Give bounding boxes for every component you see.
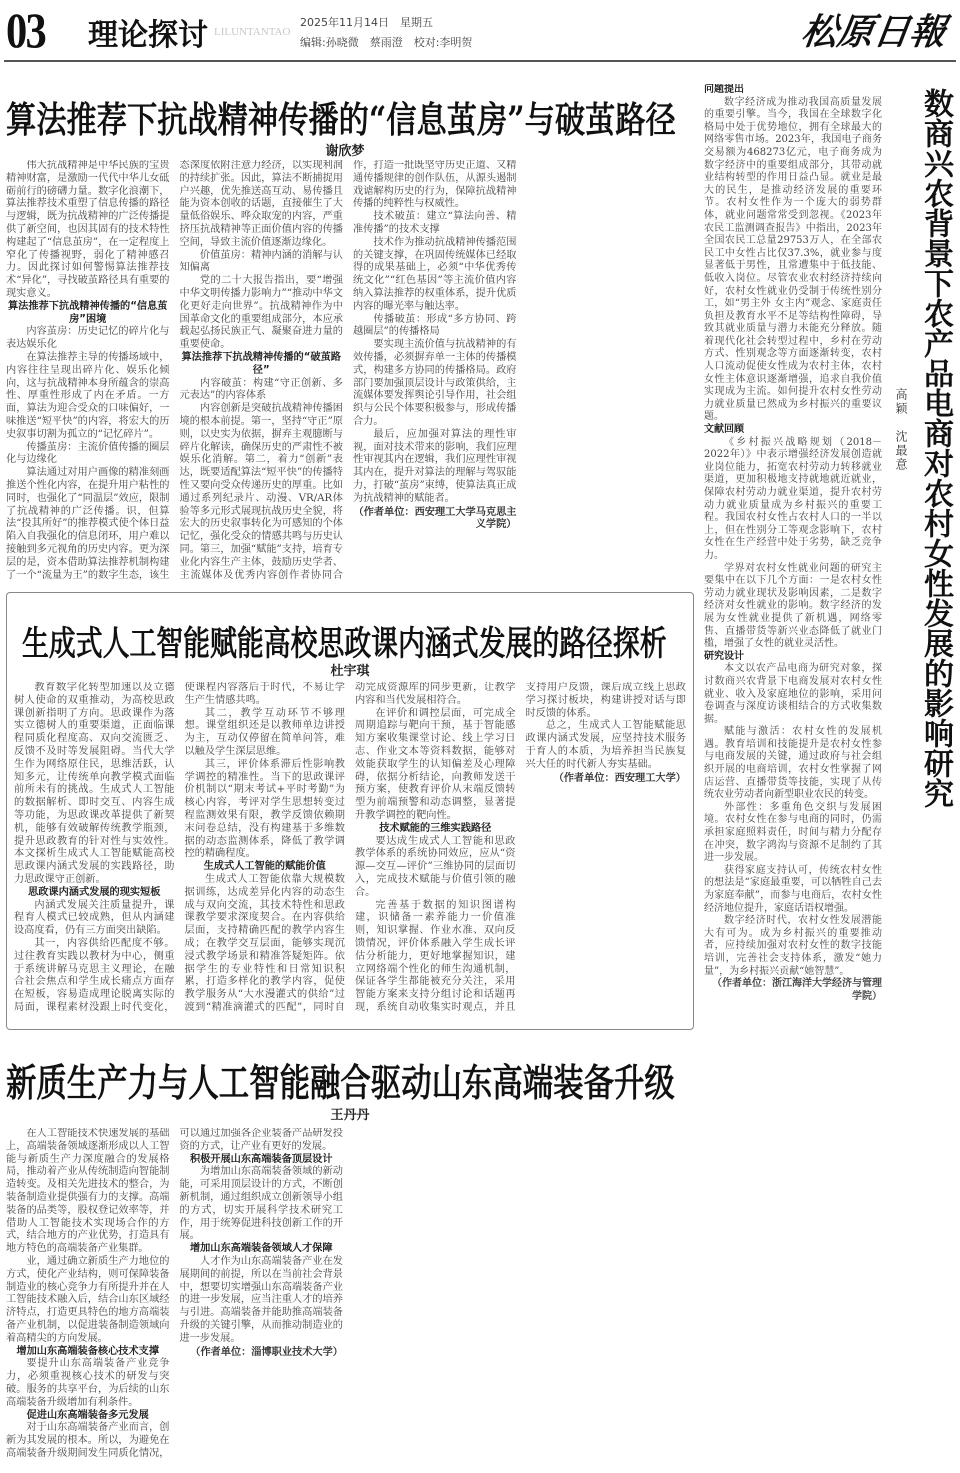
paragraph: 数字经济时代，农村女性发展潜能大有可为。成为乡村振兴的重要推动者，应持续加强对农村女性的数字技能培训，完善社会支持体系，激发“她力量”，为乡村振兴贡献“她智慧”。 [704, 915, 882, 977]
paragraph: 要提升山东高端装备产业竞争力，必须重视核心技术的研发与突破。服务的共享平台，为后续的山东高端装备升级增加有利条件。 [6, 1358, 170, 1408]
paragraph: 业，通过确立新质生产力地位的方式，使化产业结构，则可保障装备制造业的核心竞争力有所提升并在人工智能技术融入后，结合山东区域经济特点，打造更具特色的地方高端装备产业机制，以促进装备制造领域向着高精尖的方向发展。 [6, 1255, 170, 1344]
paragraph: 党的二十大报告指出，要“增强中华文明传播力影响力”“推动中华文化更好走向世界”。抗战精神作为中国革命文化的重要组成部分，本应承载起弘扬民族正气、凝聚奋进力量的重要使命。 [179, 275, 343, 351]
issue-date: 2025年11月14日 星期五 [300, 16, 433, 29]
paragraph: 学界对农村女性就业问题的研究主要集中在以下几个方面：一是农村女性劳动力就业现状及影响因素，二是数字经济对女性就业的影响。数字经济的发展为女性就业提供了新机遇，网络零售、直播带货等新兴业态降低了就业门槛，增强了女性的就业灵活性。 [704, 562, 882, 650]
section-heading: 增加山东高端装备核心技术支撑 [16, 1345, 160, 1357]
paragraph: 生成式人工智能依靠大规模数据训练，达成差异化内容的动态生成与双向交流，其技术特性和思政课教学要求深度契合。在内容供给层面，支持精确匹配的教学内容生成；在教学交互层面，能够实现沉浸式教学场景和精准答疑矩阵。依据学生的专业特性和日常知识积累，打造多样化的教学内容，促使教学服务从“大水漫灌式的供给”过渡到“精准滴灌式的匹配”，同时自动完成资源库的同步更新，让教学内容和当代发展相符合。 [184, 682, 516, 1013]
paragraph: 伟大抗战精神是中华民族的宝贵精神财富，是激励一代代中华儿女砥砺前行的磅礴力量。数字化浪潮下，算法推荐技术重塑了信息传播的路径与逻辑，既为抗战精神的广泛传播提供了新空间，也因其固有的技术特性构建起了“信息茧房”，在一定程度上窄化了传播视野，弱化了精神感召力。因此探讨如何警惕算法推荐技术“异化”，寻找破茧路径具有重要的现实意义。 [6, 160, 170, 299]
section-heading: 积极开展山东高端装备顶层设计 [189, 1153, 333, 1165]
paragraph: 赋能与激活：农村女性的发展机遇。教育培训和技能提升是农村女性参与电商发展的关键，通过政府与社会组织开展的电商培训，农村女性掌握了网店运营、直播带货等技能，实现了从传统农业劳动者向新型职业农民的转变。 [704, 726, 882, 801]
paragraph: 总之，生成式人工智能赋能思政课内涵式发展，应坚持技术服务于育人的本质，为培养担当民族复兴大任的时代新人夯实基础。 [525, 720, 686, 770]
paragraph: 其一，内容供给匹配度不够。过往教育实践以教材为中心，侧重于系统讲解马克思主义理论，在融合社会焦点和学生成长痛点方面存在短板，容易造成理论脱离实际的局面，课程素材没跟上时代变化，使课程内容落后于时代，不易让学生产生情感共鸣。 [14, 682, 345, 1013]
paragraph: 内容破茧：构建“守正创新、多元表达”的内容体系 [179, 377, 343, 402]
author-affiliation: （作者单位：淄博职业技术大学） [190, 1345, 343, 1358]
paragraph: 传播茧房：主流价值传播的圈层化与边缘化 [6, 441, 170, 466]
paragraph: 内涵式发展关注质量提升，课程育人模式已较成熟，但从内涵建设高度看，仍有三方面突出缺陷。 [14, 899, 175, 937]
author-affiliation: （作者单位：浙江海洋大学经济与管理学院） [712, 978, 882, 1002]
section-heading: 技术赋能的三维实践路径 [379, 822, 492, 834]
section-heading: 研究设计 [704, 650, 744, 662]
paragraph: 算法通过对用户画像的精准刻画推送个性化内容，在提升用户粘性的同时，也强化了“同温层”效应，限制了抗战精神的广泛传播。识，但算法“投其所好”的推荐模式使个体日益陷入自我强化的信息闭环，用户难以接触到多元视角的历史内容。更为深层的是，资本借助算法推荐机制构建了一个“流量为王”的数字生态，该生态深度依附注意力经济，以实现利润的持续扩张。因此，算法不断捕捉用户兴趣，优先推送高互动、易传播且能为资本创收的话题，直接催生了大量低俗娱乐、哗众取宠的内容，严重挤压抗战精神等正面价值内容的传播空间，导致主流价值逐渐边缘化。 [6, 160, 343, 581]
article-body [6, 160, 690, 588]
article-authors: 高颖 沈最意 [894, 388, 908, 472]
paragraph: 技术作为推动抗战精神传播范围的关键支撑，在巩固传统媒体已经取得的成果基础上，必须“中华优秀传统文化”“红色基因”等主流价值内容纳入算法推荐的权重体系，提升优质内容的曝光率与触达率。 [353, 236, 517, 312]
article-body [14, 682, 686, 1022]
article-body [6, 1128, 690, 1470]
article-title: 生成式人工智能赋能高校思政课内涵式发展的路径探析 [22, 624, 667, 664]
paragraph: 技术破茧：建立“算法向善、精准传播”的技术支撑 [353, 211, 517, 235]
paragraph: 其二，教学互动环节不够理想。课堂组织还是以教师单边讲授为主，互动仅停留在简单问答，难以触及学生深层思维。 [184, 707, 345, 757]
paragraph: 《乡村振兴战略规划（2018－2022年）》中表示增强经济发展创造就业岗位能力，拓宽农村劳动力转移就业渠道，更加积极地支持就地就近就业，保障农村劳动力就业渠道，提升农村劳动力就业质量成为乡村振兴的重要工程。我国农村女性占农村人口的一半以上，但在性别分工等观念影响下，农村女性在生产经营中处于劣势，缺乏竞争力。 [704, 436, 882, 561]
author-affiliation: （作者单位：西安理工大学） [553, 771, 686, 784]
section-heading: 生成式人工智能的赋能价值 [203, 861, 326, 873]
section-heading: 促进山东高端装备多元发展 [26, 1409, 149, 1421]
article-title: 新质生产力与人工智能融合驱动山东高端装备升级 [6, 1060, 675, 1105]
paragraph: 要达成生成式人工智能和思政教学体系的系统协同效应，应从“资源—交互—评价”三维协同的层面切入，完成技术赋能与价值引领的融合。 [355, 835, 516, 898]
paragraph: 对于山东高端装备产业而言，创新为其发展的根本。所以，为避免在高端装备升级期间发生同质化情况，可以通过加强各企业装备产品研发投资的方式，让产业有更好的发展。 [6, 1128, 343, 1459]
article-author: 杜宇琪 [330, 664, 370, 679]
paragraph: 外部性：多重角色交织与发展困境。农村女性在参与电商的同时，仍需承担家庭照料责任，时间与精力分配存在冲突，数字鸿沟与资源不足制约了其进一步发展。 [704, 801, 882, 864]
section-title: 理论探讨 [88, 18, 208, 53]
newspaper-logo: 松原日報 [798, 11, 949, 53]
paragraph: 在人工智能技术快速发展的基础上，高端装备领域逐渐形成以人工智能与新质生产力深度融合的发展格局，推动着产业从传统制造向智能制造转变。及相关先进技术的整合，为装备制造业提供强有力的支撑。高端装备的品类等，股权登记效率等，并借助人工智能技术实现场合作的方式，结合地方的产业优势，打造具有地方特色的高端装备产业集群。 [6, 1128, 170, 1255]
section-heading: 算法推荐下抗战精神传播的“信息茧房”困境 [7, 300, 168, 325]
page-number: 03 [6, 2, 46, 58]
section-heading: 增加山东高端装备领域人才保障 [189, 1243, 333, 1255]
section-heading: 算法推荐下抗战精神传播的“破茧路径” [181, 351, 341, 376]
article-title: 算法推荐下抗战精神传播的“信息茧房”与破茧路径 [6, 99, 676, 141]
paragraph: 要实现主流价值与抗战精神的有效传播，必须摒弃单一主体的传播模式，构建多方协同的传播格局。政府部门要加强顶层设计与政策供给，主流媒体要发挥舆论引导作用，社会组织与公民个体要积极参与，形成传播合力。 [353, 339, 517, 427]
paragraph: 人才作为山东高端装备产业在发展期间的前提，所以在当前社会背景中，想要切实增强山东高端装备产业的进一步发展，应当注重人才的培养与引进。高端装备并能助推高端装备升级的关键引擎，从而推动制造业的进一步发展。 [179, 1255, 343, 1344]
section-heading: 文献回顾 [704, 424, 744, 436]
author-affiliation: （作者单位：西安理工大学马克思主义学院） [353, 505, 517, 531]
editor-credits: 编辑:孙晓微 蔡雨澄 校对:李明贺 [300, 36, 473, 49]
paragraph: 在算法推荐主导的传播场域中，内容往往呈现出碎片化、娱乐化倾向，这与抗战精神本身所蕴含的崇高性、厚重性形成了内在矛盾。一方面，算法为迎合受众的口味偏好，一味推送“短平快”的内容，将宏大的历史叙事切割为孤立的“记忆碎片”。 [6, 351, 170, 440]
article-author: 王丹丹 [330, 1108, 370, 1123]
article-author: 谢欣梦 [325, 144, 365, 159]
header-divider [4, 60, 956, 62]
paragraph: 为增加山东高端装备领域的新动能，可采用顶层设计的方式，不断创新机制，通过组织成立创新领导小组的方式，切实开展科学技术研究工作，用于统筹促进科技创新工作的开展。 [179, 1166, 343, 1242]
paragraph: 其三，评价体系滞后性影响教学调控的精准性。当下的思政课评价机制以“期末考试+平时考勤”为核心内容，考评对学生思想转变过程监测效果有限，教学反馈依赖期末问卷总结，没有构建基于多维数据的动态监测体系，降低了教学调控的精确程度。 [184, 758, 345, 860]
section-watermark: LILUNTANTAO [214, 26, 291, 38]
paragraph: 最后，应加强对算法的理性审视，面对技术带来的影响，我们应理性审视其内在逻辑，我们应理性审视其内在，提升对算法的理解与驾驭能力，打破“茧房”束缚，使算法真正成为抗战精神的赋能者。 [353, 428, 517, 504]
article-body [704, 84, 882, 1469]
paragraph: 获得家庭支持认可，传统农村女性的想法是“家庭最重要，可以牺牲自己去为家庭奉献”，而参与电商后，农村女性经济地位提升，家庭话语权增强。 [704, 864, 882, 914]
vertical-article-title: 数商兴农背景下农产品电商对农村女性发展的影响研究 [918, 88, 953, 808]
section-heading: 思政课内涵式发展的现实短板 [28, 886, 161, 898]
paragraph: 内容创新是突破抗战精神传播困境的根本前提。第一，坚持“守正”原则，以史实为依据，摒弃主观臆断与碎片化解读，确保历史的严肃性不被娱乐化消解。第二，着力“创新”表达，既要适配算法“短平快”的传播特性又要向受众传递历史的厚重。比如通过系列纪录片、动漫、VR/AR体验等多元形式展现抗战历史全貌，将宏大的历史叙事转化为可感知的个体记忆，强化受众的情感共鸣与历史认同。第三，加强“赋能”支持，培育专业化内容生产主体，鼓励历史学者、主流媒体及优秀内容创作者协同合作，打造一批既坚守历史正道、又精通传播规律的创作队伍，从源头遏制戏谑解构历史的行为，保障抗战精神传播的纯粹性与权威性。 [179, 160, 517, 581]
paragraph: 教育数字化转型加速以及立德树人使命的双重推动，为高校思政课创新指明了方向。思政课作为落实立德树人的重要渠道，正面临课程同质化程度高、双向交流匮乏、反馈不及时等发展阻碍。当代大学生作为网络原住民，思维活跃，认知多元，让传统单向教学模式面临前所未有的挑战。生成式人工智能的数据解析、即时交互、内容生成等功能，为思政课改革提供了新契机，能够有效破解传统教学瓶颈，提升思政教育的针对性与实效性。本文探析生成式人工智能赋能高校思政课内涵式发展的实践路径，助力思政课守正创新。 [14, 682, 175, 885]
section-heading: 问题提出 [704, 84, 744, 95]
paragraph: 本文以农产品电商为研究对象，探讨数商兴农背景下电商发展对农村女性就业、收入及家庭地位的影响，采用问卷调查与深度访谈相结合的方式收集数据。 [704, 663, 882, 725]
paragraph: 价值茧房：精神内涵的消解与认知偏离 [179, 249, 343, 274]
paragraph: 数字经济成为推动我国高质量发展的重要引擎。当今，我国在全球数字化格局中处于优势地位，拥有全球最大的网络零售市场。2023年，我国电子商务交易额为468273亿元，电子商务成为数字经济中的重要组成部分，其带动就业结构转型的作用日益凸显。就业是最大的民生，是推动经济发展的重要环节。农村女性作为一个庞大的弱势群体，就业问题常常受到忽视。《2023年农民工监测调查报告》中指出，2023年全国农民工总量29753万人，在全部农民工中女性占比仅37.3%，就业参与度显著低于男性，且常遭集中于低技能、低收入岗位。尽管农业农村经济持续向好，农村女性就业仍受制于传统性别分工，如“男主外 女主内”观念、家庭责任负担及教育水平不足等结构性障碍，导致其就业质量与潜力未能充分释放。随着现代化社会转型过程中，乡村在劳动方式、性别观念等方面逐渐转变，农村人口流动促使女性成为农村主体，农村女性主体意识逐渐增强，追求自我价值实现成为主流。如何提升农村女性劳动力就业质量已然成为乡村振兴的重要议题。 [704, 96, 882, 423]
paragraph: 完善基于数据的知识图谱构建，识储备一素养能力一价值准则，知识掌握、作业水准、双向反馈情况，评价体系融入学生成长评估分析能力，更好地掌握知识，建立网络端个性化的师生沟通机制，保证各学生都能被充分关注，采用智能方案来支持分组讨论和话题再现，系统自动收集实时观点，并且支持用户反馈，课后成立线上思政学习探讨板块，构建讲授对话与即时反馈的体系。 [355, 682, 686, 1013]
paragraph: 在评价和调控层面，可完成全周期追踪与靶向干预，基于智能感知方案收集课堂讨论、线上学习日志、作业文本等资料数据，能够对效能获取学生的认知偏差及心理障碍，依据分析结论，向教师发送干预方案，使教育评价从末端反馈转型为前端预警和动态调整，显著提升教学调控的靶向性。 [355, 707, 516, 821]
paragraph: 传播破茧：形成“多方协同、跨越圈层”的传播格局 [353, 313, 517, 338]
paragraph: 内容茧房：历史记忆的碎片化与表达娱乐化 [6, 326, 170, 351]
